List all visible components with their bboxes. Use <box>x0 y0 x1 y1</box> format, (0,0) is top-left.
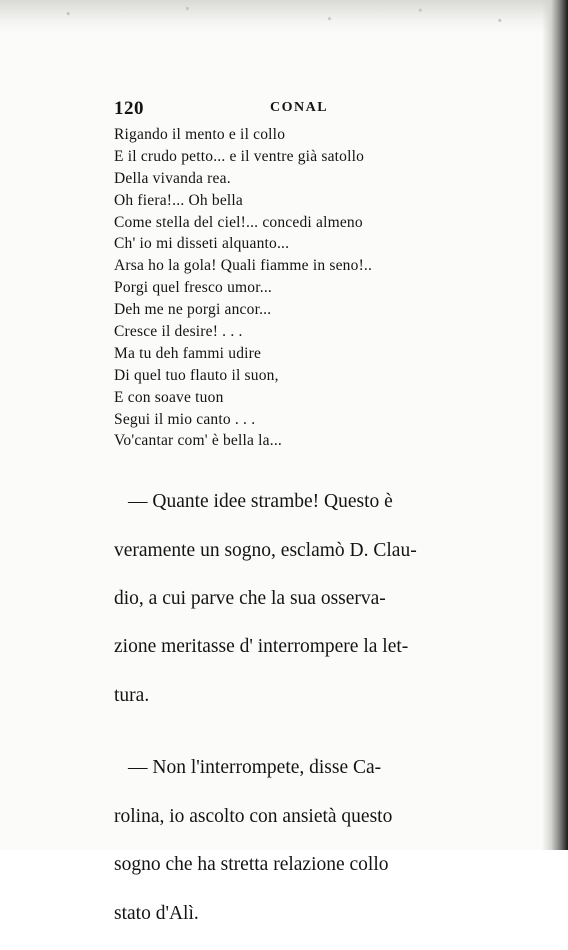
verse-line: Porgi quel fresco umor... <box>114 279 272 297</box>
verse-line: E con soave tuon <box>114 388 224 406</box>
verse-line: Ch' io mi disseti alquanto... <box>114 235 290 253</box>
text-line: veramente un sogno, esclamò D. Clau- <box>114 539 417 561</box>
text-line: — Non l'interrompete, disse Ca- <box>128 757 382 779</box>
verse-line: Rigando il mento e il collo <box>114 126 286 143</box>
text-line: dio, a cui parve che la sua osserva- <box>114 588 386 610</box>
verse-line: Vo'cantar com' è bella la... <box>114 432 282 450</box>
verse-line: Deh me ne porgi ancor... <box>114 301 272 319</box>
verse-line: Ma tu deh fammi udire <box>114 344 262 362</box>
verse-line: Segui il mio canto . . . <box>114 410 256 428</box>
verse-line: Come stella del ciel!... concedi almeno <box>114 213 363 231</box>
paragraph-carolina <box>114 732 490 950</box>
verse-line: Cresce il desire! . . . <box>114 323 243 341</box>
verse-line: E il crudo petto... e il ventre già satollo <box>114 147 365 165</box>
text-line: sogno che ha stretta relazione collo <box>114 854 389 876</box>
running-head <box>114 98 474 122</box>
text-line: rolina, io ascolto con ansietà questo <box>114 805 393 827</box>
verse-line: Oh fiera!... Oh bella <box>114 191 244 209</box>
verse-line: Di quel tuo flauto il suon, <box>114 366 279 384</box>
paragraph-claudio <box>114 466 490 732</box>
verse-line: Arsa ho la gola! Quali fiamme in seno!.. <box>114 257 373 275</box>
text-line: — Quante idee strambe! Questo è <box>128 491 393 513</box>
text-line: zione meritasse d' interrompere la let- <box>114 636 409 658</box>
verse-line: Della vivanda rea. <box>114 169 231 187</box>
page-binding-edge <box>542 0 568 850</box>
prose-block <box>114 466 490 950</box>
running-title: CONAL <box>270 100 329 115</box>
text-line: tura. <box>114 684 150 706</box>
verse-block <box>114 124 494 452</box>
page-top-edge <box>0 0 568 34</box>
page-number: 120 <box>114 98 144 119</box>
text-line: stato d'Alì. <box>114 902 199 924</box>
